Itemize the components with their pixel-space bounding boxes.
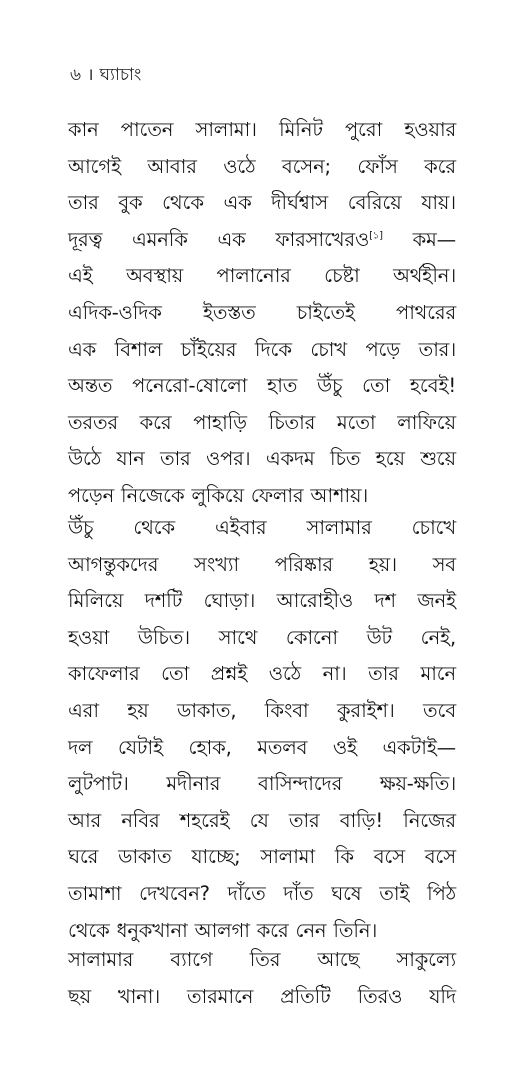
- word: প্রশ্নই: [210, 662, 248, 686]
- word: ডাকাত: [118, 845, 172, 869]
- word: এরা: [68, 698, 99, 722]
- word: যেটাই: [117, 735, 163, 759]
- word: যায়।: [421, 191, 456, 215]
- word: পালানোর: [216, 264, 291, 288]
- word: দল: [68, 735, 93, 759]
- word: তার।: [418, 337, 456, 361]
- word: তার: [288, 808, 320, 832]
- word: কিংবা: [264, 698, 309, 722]
- word: হয়।: [368, 552, 397, 576]
- word: ধনুকখানা: [116, 918, 188, 942]
- word: পড়ে: [365, 337, 401, 361]
- word: বাসিন্দাদের: [258, 772, 343, 796]
- word: নেন: [295, 918, 327, 942]
- word: তরতর: [68, 410, 118, 434]
- text-line: [68, 942, 456, 979]
- word: সালামা।: [195, 118, 257, 141]
- running-header: [70, 62, 141, 90]
- word: উঠে: [68, 447, 102, 471]
- word: মানে: [420, 662, 456, 686]
- word: কান: [68, 118, 99, 141]
- word: মিনিট: [279, 118, 323, 141]
- word: দূরত্ব: [68, 227, 103, 251]
- word: হাত: [267, 374, 298, 398]
- text-line: [68, 258, 456, 295]
- text-line: [68, 405, 456, 442]
- word: ডাকাত,: [177, 698, 237, 722]
- word: ওঠে: [223, 154, 256, 178]
- word: ওপর।: [205, 447, 251, 471]
- word: নবির: [121, 808, 160, 832]
- word: সালামা: [260, 845, 315, 869]
- word: আছে: [317, 948, 360, 971]
- word: পাথরের: [395, 300, 456, 324]
- word: তিনি।: [333, 918, 378, 942]
- word: আগন্তুকদের: [68, 552, 159, 576]
- text-line: [68, 368, 456, 405]
- word: কুরাইশ।: [336, 698, 395, 722]
- word: দিকে: [254, 337, 292, 361]
- word: যাচ্ছে;: [191, 845, 241, 869]
- word: করে: [256, 918, 289, 942]
- word: উঁচু: [68, 516, 94, 539]
- text-line: [68, 620, 456, 657]
- word: তো: [161, 662, 190, 686]
- word: হওয়ার: [404, 118, 456, 141]
- word: ওঠে: [268, 662, 302, 686]
- word: তির: [249, 948, 281, 971]
- word: মদীনার: [166, 772, 221, 796]
- word: এমনকি: [132, 227, 188, 251]
- word: অবস্থায়: [126, 264, 184, 288]
- word: ঘরে: [68, 845, 99, 869]
- word: একদম: [265, 447, 315, 471]
- word: তারমানে: [187, 984, 254, 1008]
- word: কাফেলার: [68, 662, 140, 686]
- text-line: [68, 979, 456, 1016]
- word: চাঁইয়ের: [180, 337, 237, 361]
- word: সালামার: [68, 948, 134, 971]
- word: সাকুল্যে: [396, 948, 456, 971]
- text-line: [68, 876, 456, 913]
- word: খানা।: [117, 984, 161, 1008]
- word: অর্থহীন।: [393, 264, 456, 288]
- word: বেরিয়ে: [347, 191, 402, 215]
- word: একটাই—: [382, 735, 456, 759]
- word: কম—: [412, 227, 456, 251]
- footnote-marker[interactable]: [১]: [369, 230, 383, 242]
- word: বসেন;: [281, 154, 331, 178]
- word: পড়েন: [68, 483, 115, 507]
- word-with-footnote: [275, 222, 382, 259]
- word: শুয়ে: [420, 447, 456, 471]
- word: আরোহীও: [276, 589, 353, 613]
- word: ফারসাখেরও: [275, 227, 370, 251]
- word: কোনো: [285, 625, 338, 649]
- word: চিত: [329, 447, 361, 471]
- word: পিঠ: [427, 881, 456, 905]
- word: এদিক-ওদিক: [68, 300, 162, 324]
- paragraph-2: [68, 510, 456, 949]
- word: এক: [217, 227, 246, 251]
- word: আর: [68, 808, 102, 832]
- word: সংখ্যা: [194, 552, 239, 576]
- word: আবার: [147, 154, 197, 178]
- word: নিজের: [403, 808, 456, 832]
- word: প্রতিটি: [280, 984, 331, 1008]
- word: সালামার: [306, 516, 372, 539]
- text-line: [68, 222, 456, 259]
- word: চেষ্টা: [324, 264, 360, 288]
- word: কি: [334, 845, 354, 869]
- text-line: [68, 839, 456, 876]
- word: ক্ষয়-ক্ষতি।: [379, 772, 456, 796]
- word: লাফিয়ে: [397, 410, 456, 434]
- word: হয়: [127, 698, 149, 722]
- word: পরিষ্কার: [274, 552, 333, 576]
- word: উঁচু: [316, 374, 343, 398]
- word: করে: [424, 154, 456, 178]
- word: পুরো: [345, 118, 383, 141]
- word: যান: [116, 447, 145, 471]
- book-title: ঘ্যাচাং: [99, 65, 142, 85]
- text-line: [68, 656, 456, 693]
- word: বসে: [424, 845, 456, 869]
- word: মতো: [336, 410, 376, 434]
- word: পাহাড়ি: [193, 410, 247, 434]
- word: অন্তত: [68, 374, 113, 398]
- word: শহরেই: [179, 808, 230, 832]
- text-line: [68, 149, 456, 186]
- word: তাই: [379, 881, 410, 905]
- text-line: [68, 510, 456, 547]
- word: তিরও: [357, 984, 403, 1008]
- word: দাঁতে: [227, 881, 266, 905]
- word: করে: [139, 410, 172, 434]
- word: না।: [322, 662, 347, 686]
- word: দাঁত: [283, 881, 314, 905]
- word: ঘোড়া।: [203, 589, 256, 613]
- text-line: [68, 185, 456, 222]
- text-line: [68, 441, 456, 478]
- text-line: [68, 295, 456, 332]
- word: ওই: [332, 735, 357, 759]
- word: থেকে: [68, 918, 110, 942]
- word: ছয়: [68, 984, 91, 1008]
- word: বসে: [373, 845, 405, 869]
- text-line: [68, 332, 456, 369]
- word: যদি: [429, 984, 456, 1008]
- word: তামাশা: [68, 881, 122, 905]
- word: হওয়া: [68, 625, 110, 649]
- header-separator: ।: [87, 65, 94, 85]
- word: থেকে: [162, 191, 204, 215]
- word: চোখে: [411, 516, 456, 539]
- word: থেকে: [133, 516, 175, 539]
- text-line: [68, 730, 456, 767]
- text-line: [68, 583, 456, 620]
- word: আগেই: [68, 154, 121, 178]
- word: চোখ: [310, 337, 347, 361]
- word: চাইতেই: [296, 300, 355, 324]
- word: এইবার: [215, 516, 267, 539]
- word: আলগা: [194, 918, 250, 942]
- word: লুটপাট।: [68, 772, 129, 796]
- word: এই: [68, 264, 93, 288]
- word: ইতস্তত: [202, 300, 256, 324]
- word: বাড়ি!: [339, 808, 384, 832]
- word: হবেই!: [409, 374, 456, 398]
- word: মতলব: [257, 735, 308, 759]
- word: মিলিয়ে: [68, 589, 124, 613]
- paragraph-1: [68, 112, 456, 515]
- word: দেখবেন?: [139, 881, 210, 905]
- word: হোক,: [188, 735, 232, 759]
- word: দশ: [374, 589, 396, 613]
- paragraph-3: [68, 942, 456, 1015]
- word: বুক: [118, 191, 143, 215]
- text-line: [68, 547, 456, 584]
- word: ফেলার: [250, 483, 304, 507]
- word: দশটি: [144, 589, 183, 613]
- text-line: [68, 766, 456, 803]
- word: তার: [68, 191, 99, 215]
- word: হয়ে: [375, 447, 405, 471]
- word: যে: [249, 808, 269, 832]
- word: ঘষে: [331, 881, 362, 905]
- word: সাথে: [218, 625, 258, 649]
- word: তো: [362, 374, 391, 398]
- word: উচিত।: [137, 625, 190, 649]
- text-line: [68, 803, 456, 840]
- word: ব্যাগে: [170, 948, 213, 971]
- word: লুকিয়ে: [191, 483, 244, 507]
- word: উট: [366, 625, 392, 649]
- word: আশায়।: [310, 483, 369, 507]
- word: এক: [68, 337, 97, 361]
- word: দীর্ঘশ্বাস: [271, 191, 328, 215]
- word: পনেরো-ষোলো: [132, 374, 248, 398]
- word: পাতেন: [120, 118, 174, 141]
- page-number: ৬: [70, 65, 82, 85]
- word: জনই: [417, 589, 456, 613]
- word: ফোঁস: [357, 154, 398, 178]
- word: তবে: [423, 698, 456, 722]
- word: সব: [432, 552, 456, 576]
- text-line: [68, 693, 456, 730]
- word: তার: [368, 662, 399, 686]
- word: তার: [159, 447, 191, 471]
- word: চিতার: [268, 410, 316, 434]
- word: এক: [223, 191, 252, 215]
- word: বিশাল: [114, 337, 163, 361]
- word: নিজেকে: [121, 483, 185, 507]
- word: নেই,: [420, 625, 456, 649]
- text-line: [68, 112, 456, 149]
